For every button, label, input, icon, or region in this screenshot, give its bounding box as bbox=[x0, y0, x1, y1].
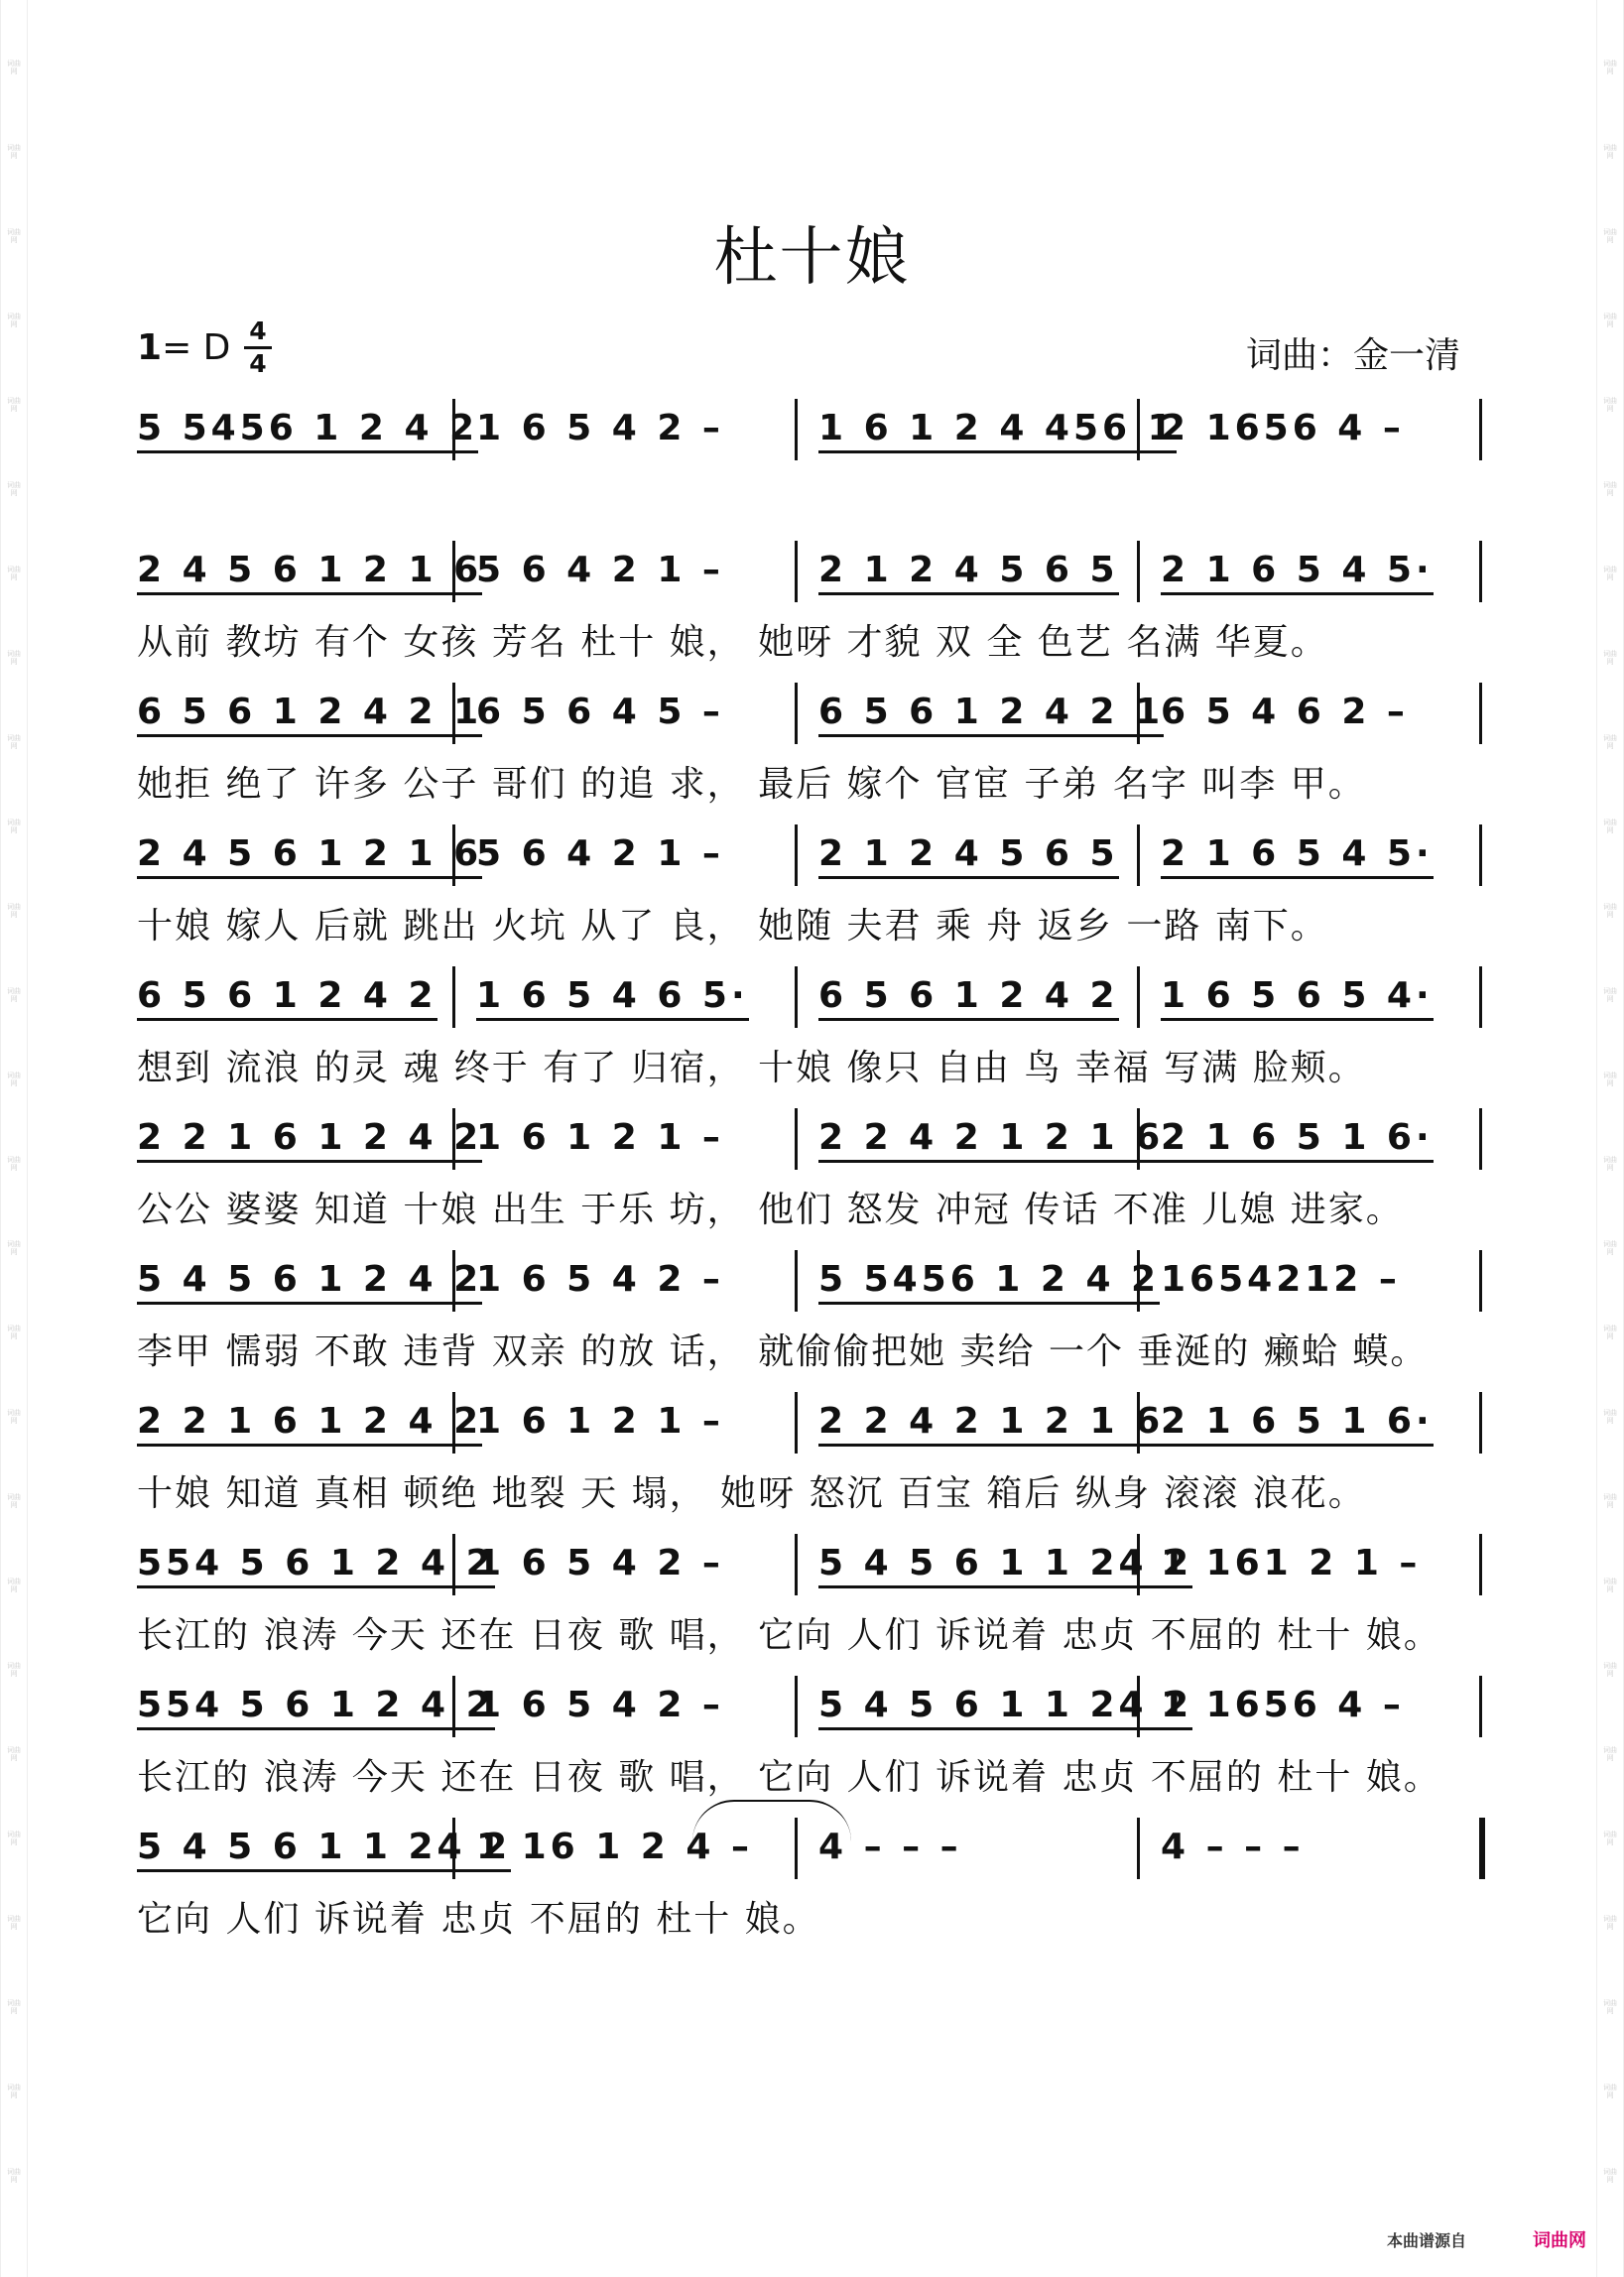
measure-notes: 6 5 6 4 5 – bbox=[476, 692, 724, 732]
bar-line bbox=[795, 1108, 798, 1170]
measure bbox=[137, 407, 478, 466]
score-row bbox=[137, 1258, 1494, 1372]
measure-notes: 2 2 1 6 1 2 4 2 bbox=[137, 1116, 482, 1163]
measure bbox=[818, 691, 1164, 750]
bar-line bbox=[452, 966, 455, 1028]
measure bbox=[818, 1400, 1164, 1459]
bar-line bbox=[1479, 1108, 1482, 1170]
edge-watermark-text: 词曲网 bbox=[7, 1325, 21, 1340]
measure-notes: 4 – – – bbox=[1161, 1827, 1305, 1867]
edge-watermark-text: 词曲网 bbox=[1603, 1746, 1617, 1762]
measure-notes: 1 161 2 1 – bbox=[1161, 1543, 1422, 1583]
bar-line bbox=[1479, 1818, 1485, 1879]
measure-notes: 5 4 5 6 1 1 24 2 bbox=[818, 1542, 1192, 1588]
measure bbox=[818, 407, 1177, 466]
edge-watermark-text: 词曲网 bbox=[1603, 1999, 1617, 2015]
edge-watermark-text: 词曲网 bbox=[1603, 2168, 1617, 2184]
measure bbox=[1161, 974, 1434, 1034]
bar-line bbox=[1479, 966, 1482, 1028]
measure-notes: 2 1 6 5 4 5· bbox=[1161, 549, 1434, 595]
measure bbox=[137, 1542, 495, 1601]
measure-notes: 1 6 1 2 1 – bbox=[476, 1401, 724, 1442]
tie-arc bbox=[692, 1800, 851, 1841]
lyrics-line: 长江的 浪涛 今天 还在 日夜 歌 唱， 它向 人们 诉说着 忠贞 不屈的 杜十 娘。 bbox=[137, 1757, 1441, 1798]
bar-line bbox=[795, 683, 798, 744]
edge-watermark-text: 词曲网 bbox=[1603, 987, 1617, 1003]
edge-watermark-text: 词曲网 bbox=[1603, 228, 1617, 244]
measure bbox=[818, 549, 1119, 608]
measure-notes: 4 – – – bbox=[818, 1827, 962, 1867]
measure bbox=[818, 974, 1119, 1034]
measure bbox=[476, 974, 749, 1034]
measure bbox=[476, 1116, 724, 1176]
edge-watermark-text: 词曲网 bbox=[1603, 1662, 1617, 1678]
bar-line bbox=[1479, 1392, 1482, 1454]
measure bbox=[137, 1116, 482, 1176]
bar-line bbox=[1137, 541, 1140, 602]
score-row bbox=[137, 974, 1494, 1088]
edge-watermark-text: 词曲网 bbox=[7, 1072, 21, 1087]
measure-notes: 1 1656 4 – bbox=[1161, 1685, 1405, 1725]
edge-watermark-text: 词曲网 bbox=[1603, 2084, 1617, 2099]
edge-watermark-text: 词曲网 bbox=[1603, 1578, 1617, 1593]
measure-notes: 5 5456 1 2 4 2 bbox=[818, 1258, 1160, 1305]
measure-notes: 1 6 1 2 1 – bbox=[476, 1117, 724, 1158]
edge-watermark-text: 词曲网 bbox=[7, 313, 21, 328]
measure bbox=[818, 832, 1119, 892]
measure bbox=[818, 1684, 1192, 1743]
measure bbox=[1161, 549, 1434, 608]
measure-notes: 6 5 6 1 2 4 2 1 bbox=[818, 691, 1164, 737]
measure-notes: 1 6 5 4 2 – bbox=[476, 1543, 724, 1583]
measure bbox=[1161, 1826, 1305, 1885]
lyrics-line: 她拒 绝了 许多 公子 哥们 的追 求， 最后 嫁个 官宦 子弟 名字 叫李 甲。 bbox=[137, 764, 1366, 805]
edge-watermark-text: 词曲网 bbox=[7, 1156, 21, 1172]
key-text: = D bbox=[162, 327, 231, 368]
measure bbox=[137, 1684, 495, 1743]
edge-watermark-text: 词曲网 bbox=[7, 734, 21, 750]
edge-watermark-text: 词曲网 bbox=[7, 397, 21, 413]
edge-watermark-text: 词曲网 bbox=[7, 819, 21, 834]
edge-watermark-text: 词曲网 bbox=[1603, 1325, 1617, 1340]
lyrics-line: 它向 人们 诉说着 忠贞 不屈的 杜十 娘。 bbox=[137, 1899, 820, 1940]
bar-line bbox=[1479, 1676, 1482, 1737]
measure-notes: 1 6 5 4 6 5· bbox=[476, 974, 749, 1021]
edge-watermark-text: 词曲网 bbox=[7, 60, 21, 75]
measure-notes: 2 1 6 5 4 5· bbox=[1161, 832, 1434, 879]
edge-watermark-text: 词曲网 bbox=[7, 228, 21, 244]
score-row bbox=[137, 691, 1494, 805]
edge-watermark-text: 词曲网 bbox=[1603, 1831, 1617, 1846]
measure bbox=[137, 549, 482, 608]
measure-notes: 554 5 6 1 2 4 2 bbox=[137, 1684, 495, 1730]
measure-notes: 1 6 5 4 2 – bbox=[476, 1685, 724, 1725]
time-signature bbox=[244, 317, 272, 378]
edge-watermark-text: 词曲网 bbox=[7, 144, 21, 160]
bar-line bbox=[1479, 541, 1482, 602]
measure bbox=[818, 1116, 1164, 1176]
measure bbox=[137, 974, 437, 1034]
measure bbox=[476, 407, 724, 466]
measure-notes: 5 4 5 6 1 1 24 2 bbox=[818, 1684, 1192, 1730]
measure bbox=[476, 1400, 724, 1459]
edge-watermark-text: 词曲网 bbox=[7, 2084, 21, 2099]
measure bbox=[137, 1400, 482, 1459]
time-signature-bottom: 4 bbox=[249, 349, 267, 378]
bar-line bbox=[1479, 1250, 1482, 1312]
edge-watermark-text: 词曲网 bbox=[7, 1493, 21, 1509]
lyrics-line: 十娘 知道 真相 顿绝 地裂 天 塌， 她呀 怒沉 百宝 箱后 纵身 滚滚 浪花。 bbox=[137, 1473, 1366, 1514]
measure bbox=[1161, 1400, 1434, 1459]
edge-watermark-text: 词曲网 bbox=[1603, 313, 1617, 328]
edge-watermark-text: 词曲网 bbox=[1603, 650, 1617, 666]
edge-watermark-text: 词曲网 bbox=[1603, 397, 1617, 413]
edge-watermark-text: 词曲网 bbox=[7, 1662, 21, 1678]
bar-line bbox=[1137, 966, 1140, 1028]
measure-notes: 5 6 4 2 1 – bbox=[476, 550, 724, 590]
key-prefix: 1 bbox=[137, 327, 163, 368]
score-row bbox=[137, 1400, 1494, 1514]
bar-line bbox=[1479, 824, 1482, 886]
measure-notes: 1654212 – bbox=[1161, 1259, 1401, 1300]
edge-watermark-text: 词曲网 bbox=[7, 1831, 21, 1846]
lyrics-line: 公公 婆婆 知道 十娘 出生 于乐 坊， 他们 怒发 冲冠 传话 不准 儿媳 进家。 bbox=[137, 1190, 1404, 1230]
edge-watermark-text: 词曲网 bbox=[7, 1409, 21, 1425]
measure bbox=[1161, 1258, 1401, 1318]
bar-line bbox=[1479, 1534, 1482, 1595]
bar-line bbox=[795, 1250, 798, 1312]
measure-notes: 6 5 6 1 2 4 2 bbox=[137, 974, 437, 1021]
measure bbox=[137, 1258, 482, 1318]
measure bbox=[1161, 1684, 1405, 1743]
edge-watermark-text: 词曲网 bbox=[1603, 819, 1617, 834]
score-row bbox=[137, 832, 1494, 947]
measure-notes: 5 6 4 2 1 – bbox=[476, 833, 724, 874]
measure-notes: 2 1 6 5 1 6· bbox=[1161, 1116, 1434, 1163]
lyrics-line: 十娘 嫁人 后就 跳出 火坑 从了 良， 她随 夫君 乘 舟 返乡 一路 南下。 bbox=[137, 906, 1328, 947]
score-row bbox=[137, 1116, 1494, 1230]
measure-notes: 2 2 1 6 1 2 4 2 bbox=[137, 1400, 482, 1447]
footer-brand: 词曲网 bbox=[1533, 2230, 1586, 2251]
measure-notes: 2 2 4 2 1 2 1 6 bbox=[818, 1400, 1164, 1447]
measure-notes: 1 6 5 4 2 – bbox=[476, 408, 724, 448]
bar-line bbox=[795, 1534, 798, 1595]
measure-notes: 2 1656 4 – bbox=[1161, 408, 1405, 448]
measure-notes: 5 4 5 6 1 1 24 2 bbox=[137, 1826, 511, 1872]
measure-notes: 2 1 2 4 5 6 5 bbox=[818, 549, 1119, 595]
edge-watermark-text: 词曲网 bbox=[1603, 1409, 1617, 1425]
edge-watermark-text: 词曲网 bbox=[1603, 734, 1617, 750]
edge-watermark-text: 词曲网 bbox=[1603, 1915, 1617, 1931]
bar-line bbox=[1137, 824, 1140, 886]
bar-line bbox=[795, 399, 798, 460]
lyrics-line: 想到 流浪 的灵 魂 终于 有了 归宿， 十娘 像只 自由 鸟 幸福 写满 脸颊。 bbox=[137, 1048, 1366, 1088]
edge-watermark-text: 词曲网 bbox=[1603, 60, 1617, 75]
score-row bbox=[137, 549, 1494, 663]
measure-notes: 1 6 5 4 2 – bbox=[476, 1259, 724, 1300]
measure-notes: 6 5 6 1 2 4 2 1 bbox=[137, 691, 482, 737]
measure bbox=[1161, 407, 1405, 466]
measure-notes: 6 5 4 6 2 – bbox=[1161, 692, 1409, 732]
score-row bbox=[137, 1826, 1494, 1940]
edge-watermark-text: 词曲网 bbox=[1603, 566, 1617, 581]
bar-line bbox=[795, 541, 798, 602]
measure bbox=[476, 832, 724, 892]
lyrics-line: 李甲 懦弱 不敢 违背 双亲 的放 话， 就偷偷把她 卖给 一个 垂涎的 癞蛤 蟆。 bbox=[137, 1331, 1429, 1372]
edge-watermark-text: 词曲网 bbox=[7, 1999, 21, 2015]
left-watermark-strip bbox=[0, 0, 28, 2277]
measure bbox=[818, 1542, 1192, 1601]
measure-notes: 2 1 6 5 1 6· bbox=[1161, 1400, 1434, 1447]
bar-line bbox=[1479, 399, 1482, 460]
edge-watermark-text: 词曲网 bbox=[7, 566, 21, 581]
right-watermark-strip bbox=[1596, 0, 1624, 2277]
measure bbox=[1161, 1542, 1421, 1601]
measure-notes: 2 4 5 6 1 2 1 6 bbox=[137, 549, 482, 595]
edge-watermark-text: 词曲网 bbox=[7, 481, 21, 497]
edge-watermark-text: 词曲网 bbox=[1603, 144, 1617, 160]
edge-watermark-text: 词曲网 bbox=[1603, 1240, 1617, 1256]
bar-line bbox=[1137, 1818, 1140, 1879]
edge-watermark-text: 词曲网 bbox=[7, 987, 21, 1003]
edge-watermark-text: 词曲网 bbox=[7, 1915, 21, 1931]
measure-notes: 1 16 1 2 4 – bbox=[476, 1827, 753, 1867]
edge-watermark-text: 词曲网 bbox=[1603, 1156, 1617, 1172]
bar-line bbox=[1479, 683, 1482, 744]
measure-notes: 1 6 1 2 4 456 1 bbox=[818, 407, 1177, 453]
edge-watermark-text: 词曲网 bbox=[7, 2168, 21, 2184]
measure-notes: 2 1 2 4 5 6 5 bbox=[818, 832, 1119, 879]
score-row bbox=[137, 407, 1494, 486]
credit: 词曲：金一清 bbox=[1246, 335, 1461, 376]
score-row bbox=[137, 1542, 1494, 1656]
edge-watermark-text: 词曲网 bbox=[1603, 481, 1617, 497]
edge-watermark-text: 词曲网 bbox=[7, 1746, 21, 1762]
lyrics-line: 长江的 浪涛 今天 还在 日夜 歌 唱， 它向 人们 诉说着 忠贞 不屈的 杜十 娘。 bbox=[137, 1615, 1441, 1656]
lyrics-line: 从前 教坊 有个 女孩 芳名 杜十 娘， 她呀 才貌 双 全 色艺 名满 华夏。 bbox=[137, 622, 1328, 663]
measure-notes: 554 5 6 1 2 4 2 bbox=[137, 1542, 495, 1588]
bar-line bbox=[795, 966, 798, 1028]
edge-watermark-text: 词曲网 bbox=[1603, 1072, 1617, 1087]
edge-watermark-text: 词曲网 bbox=[7, 1578, 21, 1593]
measure-notes: 5 5456 1 2 4 2 bbox=[137, 407, 478, 453]
key-signature bbox=[137, 327, 230, 368]
measure bbox=[476, 1258, 724, 1318]
measure bbox=[137, 832, 482, 892]
measure-notes: 2 4 5 6 1 2 1 6 bbox=[137, 832, 482, 879]
edge-watermark-text: 词曲网 bbox=[1603, 903, 1617, 919]
measure bbox=[1161, 691, 1409, 750]
measure bbox=[137, 1826, 511, 1885]
bar-line bbox=[795, 824, 798, 886]
measure bbox=[818, 1258, 1160, 1318]
edge-watermark-text: 词曲网 bbox=[7, 1240, 21, 1256]
measure-notes: 6 5 6 1 2 4 2 bbox=[818, 974, 1119, 1021]
edge-watermark-text: 词曲网 bbox=[7, 903, 21, 919]
measure-notes: 1 6 5 6 5 4· bbox=[1161, 974, 1434, 1021]
measure bbox=[1161, 832, 1434, 892]
bar-line bbox=[795, 1676, 798, 1737]
time-signature-top: 4 bbox=[249, 316, 267, 345]
edge-watermark-text: 词曲网 bbox=[7, 650, 21, 666]
measure bbox=[476, 549, 724, 608]
edge-watermark-text: 词曲网 bbox=[1603, 1493, 1617, 1509]
score-title: 杜十娘 bbox=[713, 221, 911, 295]
measure bbox=[476, 1542, 724, 1601]
footer-source-label: 本曲谱源自 bbox=[1387, 2231, 1467, 2250]
measure-notes: 5 4 5 6 1 2 4 2 bbox=[137, 1258, 482, 1305]
measure bbox=[137, 691, 482, 750]
measure-notes: 2 2 4 2 1 2 1 6 bbox=[818, 1116, 1164, 1163]
score-row bbox=[137, 1684, 1494, 1798]
measure bbox=[476, 1684, 724, 1743]
measure bbox=[1161, 1116, 1434, 1176]
bar-line bbox=[795, 1392, 798, 1454]
measure bbox=[476, 691, 724, 750]
